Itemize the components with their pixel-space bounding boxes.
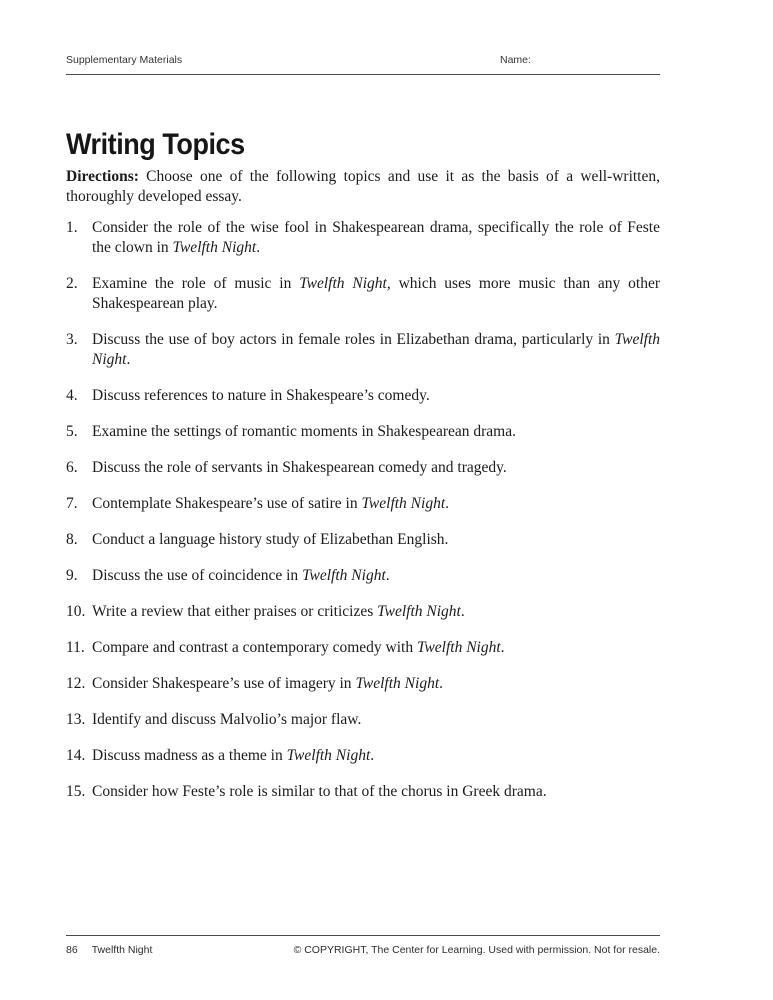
topic-text: Discuss the role of servants in Shakespearean comedy and tragedy. [92, 459, 507, 476]
topic-item [66, 494, 660, 514]
book-title-italic: Twelfth Night, [299, 275, 391, 292]
book-title-italic: Twelfth Night [302, 567, 386, 584]
topic-item [66, 274, 660, 314]
topic-item [66, 674, 660, 694]
book-title-italic: Twelfth Night [416, 639, 501, 656]
topic-item [66, 330, 660, 370]
book-title-italic: Twelfth Night [361, 495, 446, 512]
topic-text: Discuss the use of boy actors in female roles in Elizabethan drama, particularly in Twelfth Night. [92, 331, 660, 368]
topic-item [66, 458, 660, 478]
topic-text: Contemplate Shakespeare’s use of satire in Twelfth Night. [92, 495, 450, 512]
topic-text: Discuss the use of coincidence in Twelfth Night. [92, 567, 390, 584]
topic-text: Consider how Feste’s role is similar to that of the chorus in Greek drama. [92, 783, 547, 800]
topic-text: Conduct a language history study of Elizabethan English. [92, 531, 449, 548]
directions-paragraph [66, 167, 660, 207]
directions-label: Directions: [66, 168, 139, 185]
topic-item [66, 602, 660, 622]
topic-number: 8. [66, 531, 78, 548]
topic-text: Compare and contrast a contemporary comedy with Twelfth Night. [92, 639, 505, 656]
topic-item [66, 530, 660, 550]
topic-item [66, 782, 660, 802]
topic-number: 14. [66, 747, 86, 764]
topic-item [66, 638, 660, 658]
book-title-italic: Twelfth Night [286, 747, 371, 764]
topic-item [66, 218, 660, 258]
name-field-label: Name: [500, 54, 531, 66]
book-title-italic: Twelfth Night [172, 239, 257, 256]
topic-number: 6. [66, 459, 78, 476]
footer-book-title: Twelfth Night [91, 944, 153, 956]
topic-number: 15. [66, 783, 86, 800]
topic-number: 13. [66, 711, 86, 728]
topic-item [66, 422, 660, 442]
topic-text: Discuss madness as a theme in Twelfth Night. [92, 747, 375, 764]
book-title-italic: Twelfth Night [377, 603, 461, 620]
topic-text: Examine the role of music in Twelfth Night, which uses more music than any other Shakespearean play. [92, 275, 660, 312]
topic-text: Discuss references to nature in Shakespeare’s comedy. [92, 387, 430, 404]
topic-number: 11. [66, 639, 85, 656]
header-section-label: Supplementary Materials [66, 54, 183, 66]
topic-item [66, 746, 660, 766]
book-title-italic: Twelfth Night [355, 675, 440, 692]
topic-number: 2. [66, 275, 78, 292]
topic-number: 9. [66, 567, 78, 584]
topic-number: 4. [66, 387, 78, 404]
topic-number: 10. [66, 603, 86, 620]
topic-item [66, 386, 660, 406]
topic-number: 3. [66, 331, 78, 348]
topic-number: 1. [66, 219, 78, 236]
topic-item [66, 566, 660, 586]
topic-text: Consider Shakespeare’s use of imagery in Twelfth Night. [92, 675, 443, 692]
book-title-italic: Twelfth Night [92, 331, 660, 368]
page-title: Writing Topics [66, 128, 245, 161]
directions-text: Choose one of the following topics and use it as the basis of a well-written, thoroughly developed essay. [66, 168, 660, 205]
topic-number: 7. [66, 495, 78, 512]
copyright-notice: © COPYRIGHT, The Center for Learning. Used with permission. Not for resale. [293, 944, 660, 956]
topic-text: Examine the settings of romantic moments in Shakespearean drama. [92, 423, 516, 440]
topic-text: Consider the role of the wise fool in Shakespearean drama, specifically the role of Feste the clown in Twelfth Night. [92, 219, 660, 256]
writing-topics-list [66, 218, 660, 818]
topic-number: 5. [66, 423, 78, 440]
topic-item [66, 710, 660, 730]
topic-text: Write a review that either praises or criticizes Twelfth Night. [92, 603, 465, 620]
page-footer [66, 935, 660, 956]
page-header [66, 54, 660, 75]
topic-text: Identify and discuss Malvolio’s major flaw. [92, 711, 362, 728]
page-number: 86 [66, 944, 78, 956]
topic-number: 12. [66, 675, 86, 692]
